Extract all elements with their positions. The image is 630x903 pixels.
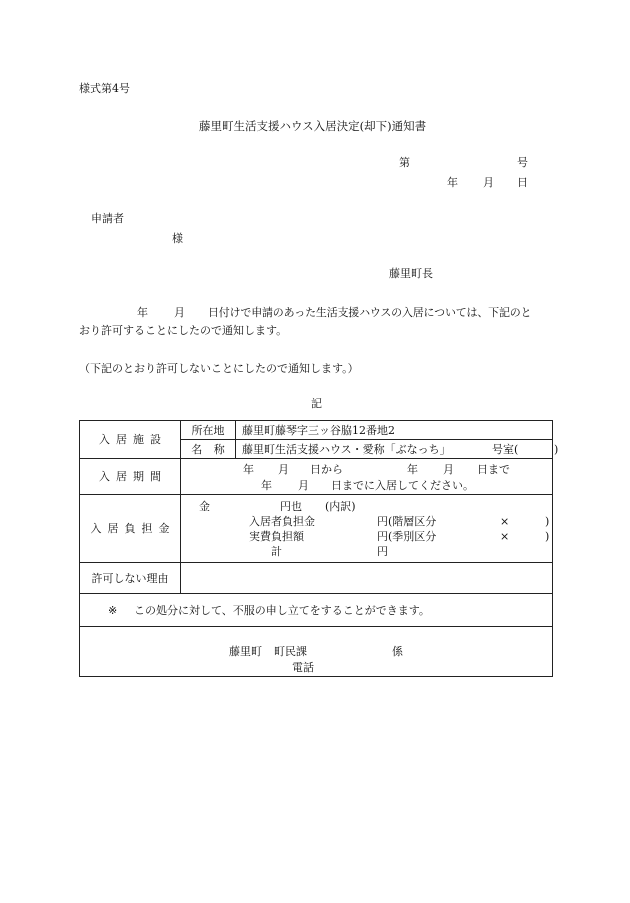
reason-value [181, 563, 553, 594]
actual-cost-label: 実費負担額 [249, 530, 304, 543]
total-yen: 円 [377, 545, 388, 558]
date-day: 日 [517, 176, 528, 189]
cost-kin: 金 [199, 500, 210, 513]
notice-text: この処分に対して、不服の申し立てをすることができます。 [134, 604, 430, 617]
movein-year: 年 [261, 479, 272, 492]
body-line1: 日付けで申請のあった生活支援ハウスの入居については、下記のと [208, 306, 532, 319]
contact-phone: 電話 [292, 661, 314, 674]
room-close: ) [554, 443, 559, 456]
body-month: 月 [174, 306, 185, 319]
applicant-honorific: 様 [172, 232, 183, 245]
form-number: 様式第4号 [79, 82, 130, 95]
total-label: 計 [271, 545, 282, 558]
actual-close: ) [545, 530, 550, 543]
detail-table [79, 420, 559, 677]
notice-mark: ※ [108, 604, 118, 617]
resident-charge-label: 入居者負担金 [249, 515, 315, 528]
resident-charge-yen: 円(階層区分 [377, 515, 437, 528]
period-label: 入居期間 [80, 459, 181, 495]
contact-dept: 町民課 [274, 645, 307, 658]
cost-cell [181, 495, 553, 563]
document-title: 藤里町生活支援ハウス入居決定(却下)通知書 [199, 119, 427, 133]
applicant-label: 申請者 [91, 212, 124, 225]
period-start-month: 月 [278, 463, 289, 476]
actual-times: × [500, 530, 510, 543]
reason-label: 許可しない理由 [80, 563, 181, 594]
body-line3: （下記のとおり許可しないことにしたので通知します。） [79, 362, 359, 375]
period-until: 日まで [477, 463, 510, 476]
notice-cell [80, 594, 553, 627]
name-cell [236, 440, 559, 459]
period-end-year: 年 [407, 463, 418, 476]
period-end-month: 月 [443, 463, 454, 476]
name-value: 藤里町生活支援ハウス・愛称「ぶなっち」 [242, 443, 451, 456]
cost-breakdown: (内訳) [325, 500, 356, 513]
period-cell [181, 459, 553, 495]
cost-label: 入居負担金 [80, 495, 181, 563]
ki-heading: 記 [311, 397, 322, 410]
contact-town: 藤里町 [229, 645, 262, 658]
doc-number-prefix: 第 [399, 156, 410, 169]
date-month: 月 [483, 176, 494, 189]
actual-cost-yen: 円(季別区分 [377, 530, 437, 543]
issuer: 藤里町長 [389, 267, 433, 280]
body-year: 年 [137, 306, 148, 319]
movein-month: 月 [298, 479, 309, 492]
period-from: 日から [310, 463, 343, 476]
cost-yen-nari: 円也 [280, 500, 302, 513]
facility-label: 入居施設 [80, 421, 181, 459]
location-value: 藤里町藤琴字三ッ谷脇12番地2 [236, 421, 553, 440]
body-line2: おり許可することにしたので通知します。 [79, 324, 288, 337]
resident-close: ) [545, 515, 550, 528]
contact-staff: 係 [392, 645, 403, 658]
room-number: 号室( [492, 443, 519, 456]
doc-number-suffix: 号 [517, 156, 528, 169]
period-start-year: 年 [243, 463, 254, 476]
contact-cell [80, 627, 553, 677]
resident-times: × [500, 515, 510, 528]
location-label: 所在地 [181, 421, 236, 440]
date-year: 年 [447, 176, 458, 189]
name-label: 名 称 [181, 440, 236, 459]
movein-text: 日までに入居してください。 [331, 479, 474, 492]
